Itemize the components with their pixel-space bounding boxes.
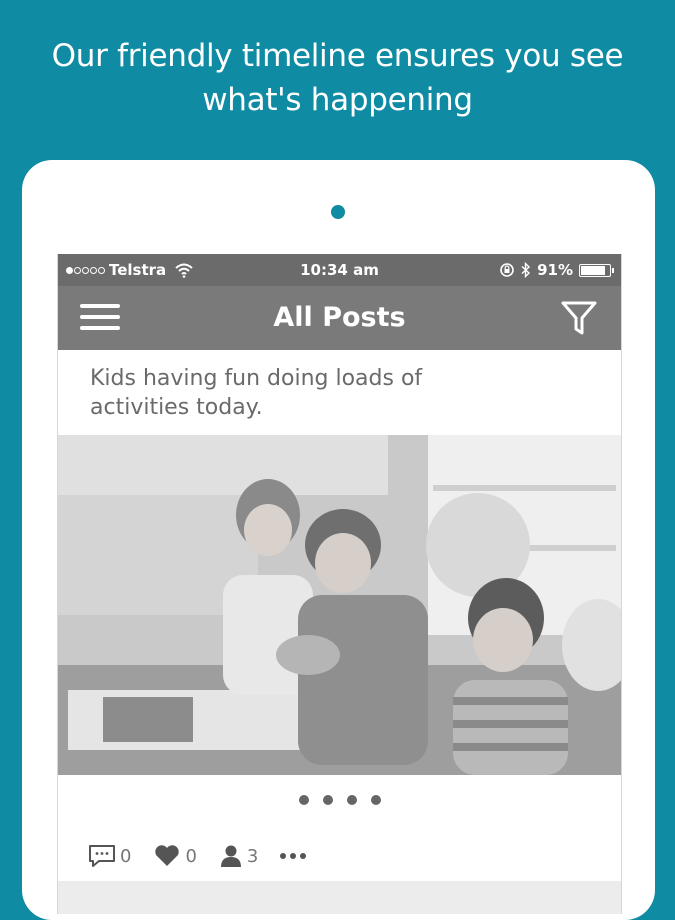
post-photo-image [58,435,621,775]
nav-bar [58,286,621,350]
headline-line-2: what's happening [202,82,473,118]
post-text [90,364,590,422]
post-photo[interactable] [58,435,621,775]
battery-fill [581,266,605,275]
more-icon[interactable] [280,853,306,859]
battery-percent: 91% [537,261,573,279]
people-count: 3 [246,845,259,867]
battery-icon [579,264,611,277]
post-text-line-2: activities today. [90,395,263,420]
next-post-divider [58,881,621,914]
status-time: 10:34 am [300,261,379,279]
post-text-line-1: Kids having fun doing loads of [90,366,423,391]
person-icon [219,844,243,868]
pager-dot[interactable] [323,795,333,805]
pager-dot[interactable] [371,795,381,805]
heart-icon [153,844,181,868]
comment-icon [88,844,116,868]
status-right [499,261,611,279]
page-title: All Posts [273,302,406,333]
rotation-lock-icon [499,262,515,278]
pager-dot[interactable] [299,795,309,805]
headline-line-1: Our friendly timeline ensures you see [51,38,624,74]
comments-count: 0 [120,845,132,867]
pager-dot[interactable] [347,795,357,805]
status-bar [58,254,621,286]
bluetooth-icon [521,262,531,278]
image-pager-dots[interactable] [58,795,621,805]
phone-screen [57,254,622,914]
comments-button[interactable] [88,844,131,868]
carrier-label: Telstra [109,261,167,279]
people-button[interactable] [219,844,258,868]
filter-icon[interactable] [559,298,599,338]
likes-count: 0 [185,845,197,867]
post-actions [88,844,306,868]
like-button[interactable] [153,844,196,868]
camera-dot [331,205,345,219]
headline [0,34,675,122]
